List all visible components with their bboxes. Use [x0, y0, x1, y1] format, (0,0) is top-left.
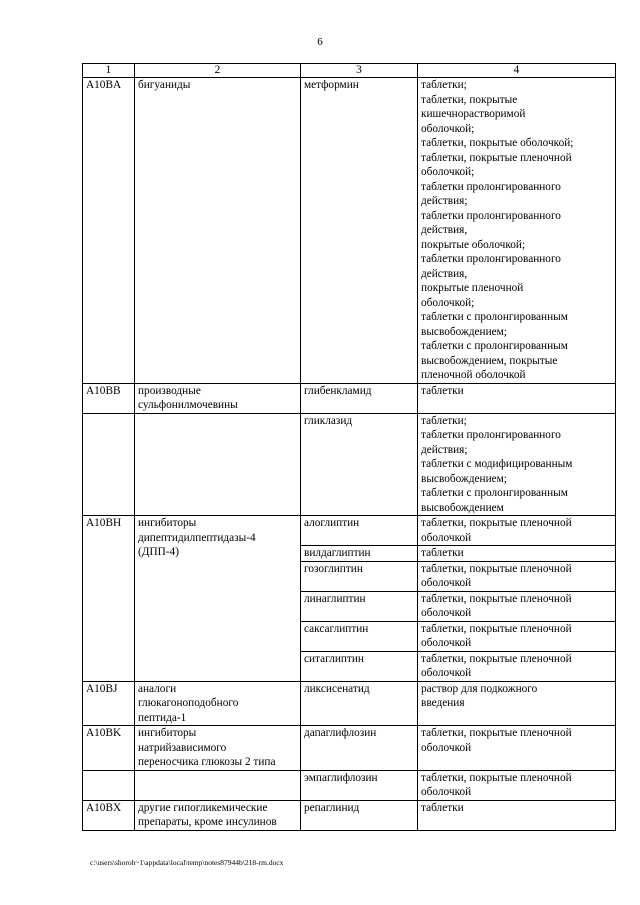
drug-name: ситаглиптин [301, 651, 417, 681]
group-name-line: препараты, кроме инсулинов [138, 816, 277, 828]
drug-name: ликсисенатид [304, 682, 370, 695]
dosage-form-group [421, 801, 612, 816]
group-name-line: аналоги [138, 682, 177, 695]
dosage-form-line: действия, [421, 224, 468, 236]
dosage-form-line: таблетки [421, 801, 464, 814]
dosage-form-line: действия; [421, 443, 468, 456]
drug-name: вилдаглиптин [301, 545, 417, 561]
dosage-form-line: действия; [421, 195, 468, 207]
dosage-form-line: высвобождением, покрытые [421, 354, 558, 367]
dosage-form-line: покрытые оболочкой; [421, 238, 526, 251]
group-name-cell [135, 78, 301, 384]
atc-code-cell: A10BJ [83, 681, 135, 726]
dosage-form-group [421, 384, 612, 399]
dosage-form-line: кишечнорастворимой [421, 108, 526, 120]
group-name-line: дипептидилпептидазы-4 [138, 531, 256, 544]
drug-name-cell [301, 800, 418, 830]
dosage-form-line: высвобождением; [421, 325, 507, 338]
group-name-line: ингибиторы [138, 727, 197, 739]
dosage-form-line: таблетки с пролонгированным [421, 340, 568, 352]
dosage-form-group [418, 621, 615, 651]
table-row [83, 800, 616, 830]
group-name-line: переносчика глюкозы 2 типа [138, 756, 276, 768]
dosage-form-line: оболочкой; [421, 166, 475, 178]
dosage-form-line: таблетки [421, 384, 464, 397]
dosage-form-cell [418, 413, 616, 516]
dosage-form-line: таблетки пролонгированного [421, 180, 561, 193]
dosage-form-line: таблетки с модифицированным [421, 458, 573, 470]
dosage-form-line: оболочкой [421, 607, 472, 619]
dosage-form-line: таблетки пролонгированного [421, 429, 561, 441]
dosage-form-line: таблетки, покрытые пленочной [421, 727, 572, 739]
dosage-form-line: таблетки пролонгированного [421, 253, 561, 265]
dosage-form-line: высвобождением; [421, 472, 507, 485]
dosage-form-line: таблетки, покрытые пленочной [421, 562, 572, 575]
dosage-form-group [418, 591, 615, 621]
dosage-form-line: оболочкой [421, 741, 472, 754]
table-row [83, 78, 616, 384]
table-row [83, 681, 616, 726]
table-row [83, 726, 616, 771]
dosage-form-group [421, 682, 612, 711]
column-header: 3 [301, 64, 418, 78]
drug-name-cell [301, 516, 418, 682]
dosage-form-line: оболочкой [421, 667, 472, 679]
dosage-form-group [421, 516, 612, 545]
group-name-line: (ДПП-4) [138, 546, 179, 558]
dosage-form-line: оболочкой [421, 786, 472, 798]
dosage-form-line: таблетки, покрытые [421, 93, 518, 106]
dosage-form-cell [418, 78, 616, 384]
drug-name: алоглиптин [304, 517, 360, 529]
dosage-form-line: оболочкой; [421, 122, 475, 135]
group-name-cell [135, 516, 301, 682]
drug-name: саксаглиптин [301, 621, 417, 651]
dosage-form-line: высвобождением [421, 501, 504, 514]
dosage-form-line: оболочкой [421, 531, 472, 544]
dosage-form-cell [418, 383, 616, 413]
dosage-form-line: таблетки, покрытые пленочной [421, 771, 572, 784]
column-header: 2 [135, 64, 301, 78]
dosage-form-line: таблетки; [421, 79, 467, 91]
drug-name: глибенкламид [304, 384, 372, 397]
dosage-form-line: действия, [421, 267, 468, 280]
dosage-form-line: таблетки, покрытые пленочной [421, 592, 572, 605]
drug-name: линаглиптин [301, 591, 417, 621]
table-row [83, 770, 616, 800]
dosage-form-line: таблетки с пролонгированным [421, 487, 568, 499]
drug-name: дапаглифлозин [304, 727, 377, 739]
file-path-footer: c:\users\shoroh~1\appdata\local\temp\notes87944b\218-rm.docx [90, 858, 284, 867]
page-number: 6 [317, 36, 323, 48]
dosage-form-line: таблетки, покрытые пленочной [421, 151, 572, 164]
table-row [83, 516, 616, 682]
column-number-header-row [83, 64, 616, 78]
atc-code-cell: A10BA [83, 78, 135, 384]
group-name-line: пептида-1 [138, 711, 187, 724]
drug-name-cell [301, 770, 418, 800]
group-name-cell [135, 770, 301, 800]
dosage-form-line: таблетки с пролонгированным [421, 311, 568, 323]
drug-name-cell [301, 78, 418, 384]
group-name-cell [135, 800, 301, 830]
dosage-form-line: оболочкой [421, 637, 472, 649]
table-row [83, 383, 616, 413]
drug-name: эмпаглифлозин [304, 771, 378, 784]
dosage-form-cell [418, 726, 616, 771]
group-name-line: бигуаниды [138, 79, 191, 91]
atc-code-cell: A10BK [83, 726, 135, 771]
dosage-form-line: таблетки [421, 547, 464, 559]
group-name-line: натрийзависимого [138, 741, 227, 754]
atc-code-cell [83, 770, 135, 800]
atc-code-cell [83, 413, 135, 516]
table-row [83, 413, 616, 516]
dosage-form-cell [418, 770, 616, 800]
dosage-form-line: оболочкой [421, 577, 472, 589]
drug-classification-table [82, 63, 616, 831]
dosage-form-line: таблетки, покрытые пленочной [421, 517, 572, 529]
column-header: 1 [83, 64, 135, 78]
atc-code-cell: A10BX [83, 800, 135, 830]
group-name-cell [135, 726, 301, 771]
group-name-cell [135, 383, 301, 413]
dosage-form-group [421, 414, 612, 516]
dosage-form-line: таблетки; [421, 414, 467, 427]
dosage-form-cell [418, 681, 616, 726]
drug-name-cell [301, 681, 418, 726]
drug-name: метформин [304, 79, 359, 91]
atc-code-cell: A10BH [83, 516, 135, 682]
drug-name-cell [301, 726, 418, 771]
dosage-form-group [421, 726, 612, 755]
dosage-form-line: таблетки, покрытые пленочной [421, 652, 572, 665]
dosage-form-group [418, 651, 615, 681]
group-name-line: сульфонилмочевины [138, 399, 238, 411]
dosage-form-line: покрытые пленочной [421, 282, 524, 294]
atc-code-cell: A10BB [83, 383, 135, 413]
group-name-cell [135, 413, 301, 516]
dosage-form-line: введения [421, 697, 465, 709]
group-name-line: ингибиторы [138, 517, 197, 529]
dosage-form-line: оболочкой; [421, 296, 475, 309]
dosage-form-cell [418, 800, 616, 830]
dosage-form-line: раствор для подкожного [421, 682, 538, 695]
dosage-form-line: таблетки, покрытые оболочкой; [421, 137, 574, 149]
dosage-form-group [421, 78, 612, 383]
drug-name: репаглинид [304, 801, 360, 814]
dosage-form-line: пленочной оболочкой [421, 369, 526, 381]
dosage-form-cell [418, 516, 616, 682]
drug-name-cell [301, 413, 418, 516]
column-header: 4 [418, 64, 616, 78]
dosage-form-group [421, 771, 612, 800]
dosage-form-group [418, 561, 615, 591]
dosage-form-group [418, 545, 615, 561]
dosage-form-line: таблетки пролонгированного [421, 209, 561, 222]
group-name-line: другие гипогликемические [138, 801, 268, 814]
group-name-cell [135, 681, 301, 726]
drug-name-cell [301, 383, 418, 413]
group-name-line: глюкагоноподобного [138, 697, 239, 709]
drug-name: гозоглиптин [301, 561, 417, 591]
drug-name: гликлазид [304, 414, 353, 427]
group-name-line: производные [138, 384, 201, 397]
dosage-form-line: таблетки, покрытые пленочной [421, 622, 572, 635]
